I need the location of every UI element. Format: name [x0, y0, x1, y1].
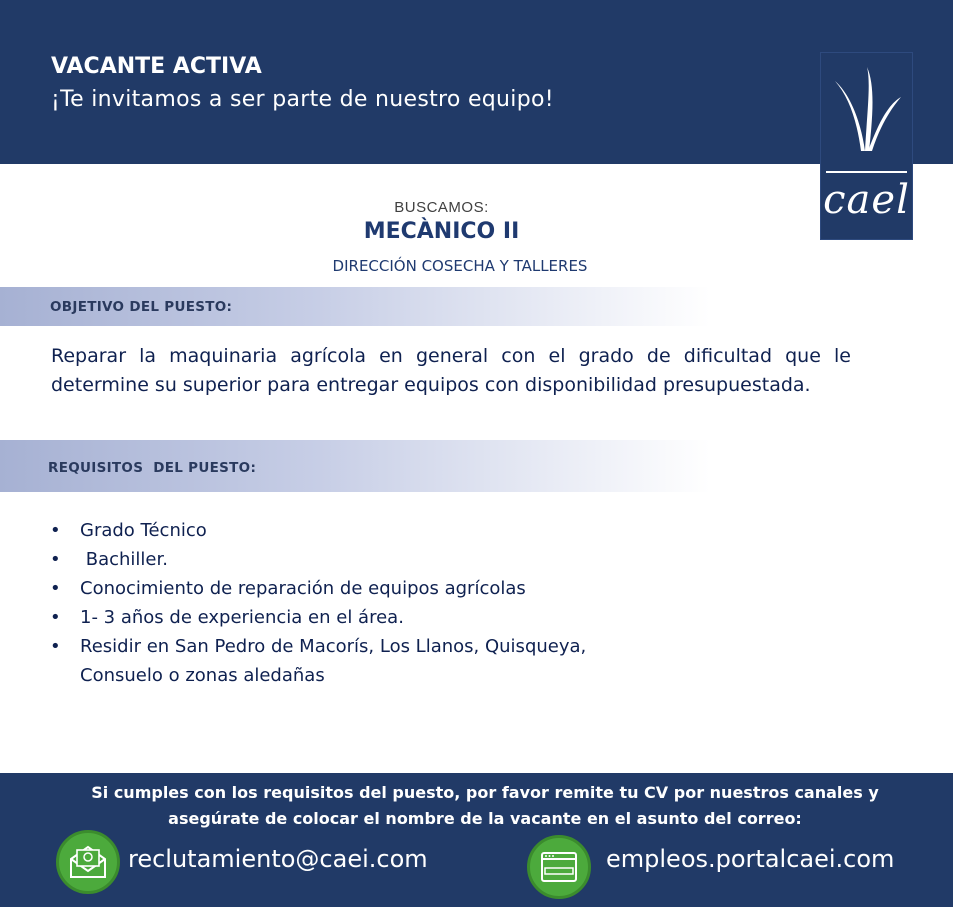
browser-window-icon: [527, 835, 591, 899]
bullet-icon: •: [50, 549, 61, 570]
requirement-text: Bachiller.: [80, 549, 168, 570]
list-item: [50, 603, 586, 632]
list-item: [50, 661, 586, 690]
list-item: [50, 516, 586, 545]
requirement-text: Grado Técnico: [80, 520, 207, 541]
list-item: [50, 545, 586, 574]
vacancy-intro: BUSCAMOS:: [394, 199, 489, 216]
footer-instructions-line1: Si cumples con los requisitos del puesto, por favor remite tu CV por nuestros canales y: [91, 783, 879, 802]
header-banner: [0, 0, 953, 164]
bullet-icon: •: [50, 636, 61, 657]
bullet-icon: •: [50, 578, 61, 599]
website-link[interactable]: empleos.portalcaei.com: [606, 845, 895, 873]
bullet-icon: •: [50, 520, 61, 541]
header-title: VACANTE ACTIVA: [51, 54, 262, 79]
footer-instructions-line2: asegúrate de colocar el nombre de la vacante en el asunto del correo:: [168, 809, 802, 828]
requirements-list: [50, 516, 586, 690]
requirement-text: Consuelo o zonas aledañas: [80, 665, 325, 686]
email-envelope-icon: [56, 830, 120, 894]
requirements-label: REQUISITOS DEL PUESTO:: [48, 460, 257, 476]
logo-separator: [826, 171, 907, 173]
requirement-text: Conocimiento de reparación de equipos agrícolas: [80, 578, 526, 599]
list-item: [50, 632, 586, 661]
list-item: [50, 574, 586, 603]
objective-text: Reparar la maquinaria agrícola en general con el grado de dificultad que le determine su superior para entregar equipos con disponibilidad presupuestada.: [51, 345, 851, 396]
header-subtitle: ¡Te invitamos a ser parte de nuestro equipo!: [51, 87, 554, 112]
requirement-text: Residir en San Pedro de Macorís, Los Llanos, Quisqueya,: [80, 636, 587, 657]
department-name: DIRECCIÓN COSECHA Y TALLERES: [332, 257, 588, 275]
logo-text: cael: [823, 177, 910, 223]
objective-label: OBJETIVO DEL PUESTO:: [50, 299, 233, 315]
requirement-text: 1- 3 años de experiencia en el área.: [80, 607, 404, 628]
footer-instructions: [50, 780, 920, 832]
position-title: MECÀNICO II: [363, 219, 520, 244]
email-link[interactable]: reclutamiento@caei.com: [128, 845, 428, 873]
bullet-icon: •: [50, 607, 61, 628]
